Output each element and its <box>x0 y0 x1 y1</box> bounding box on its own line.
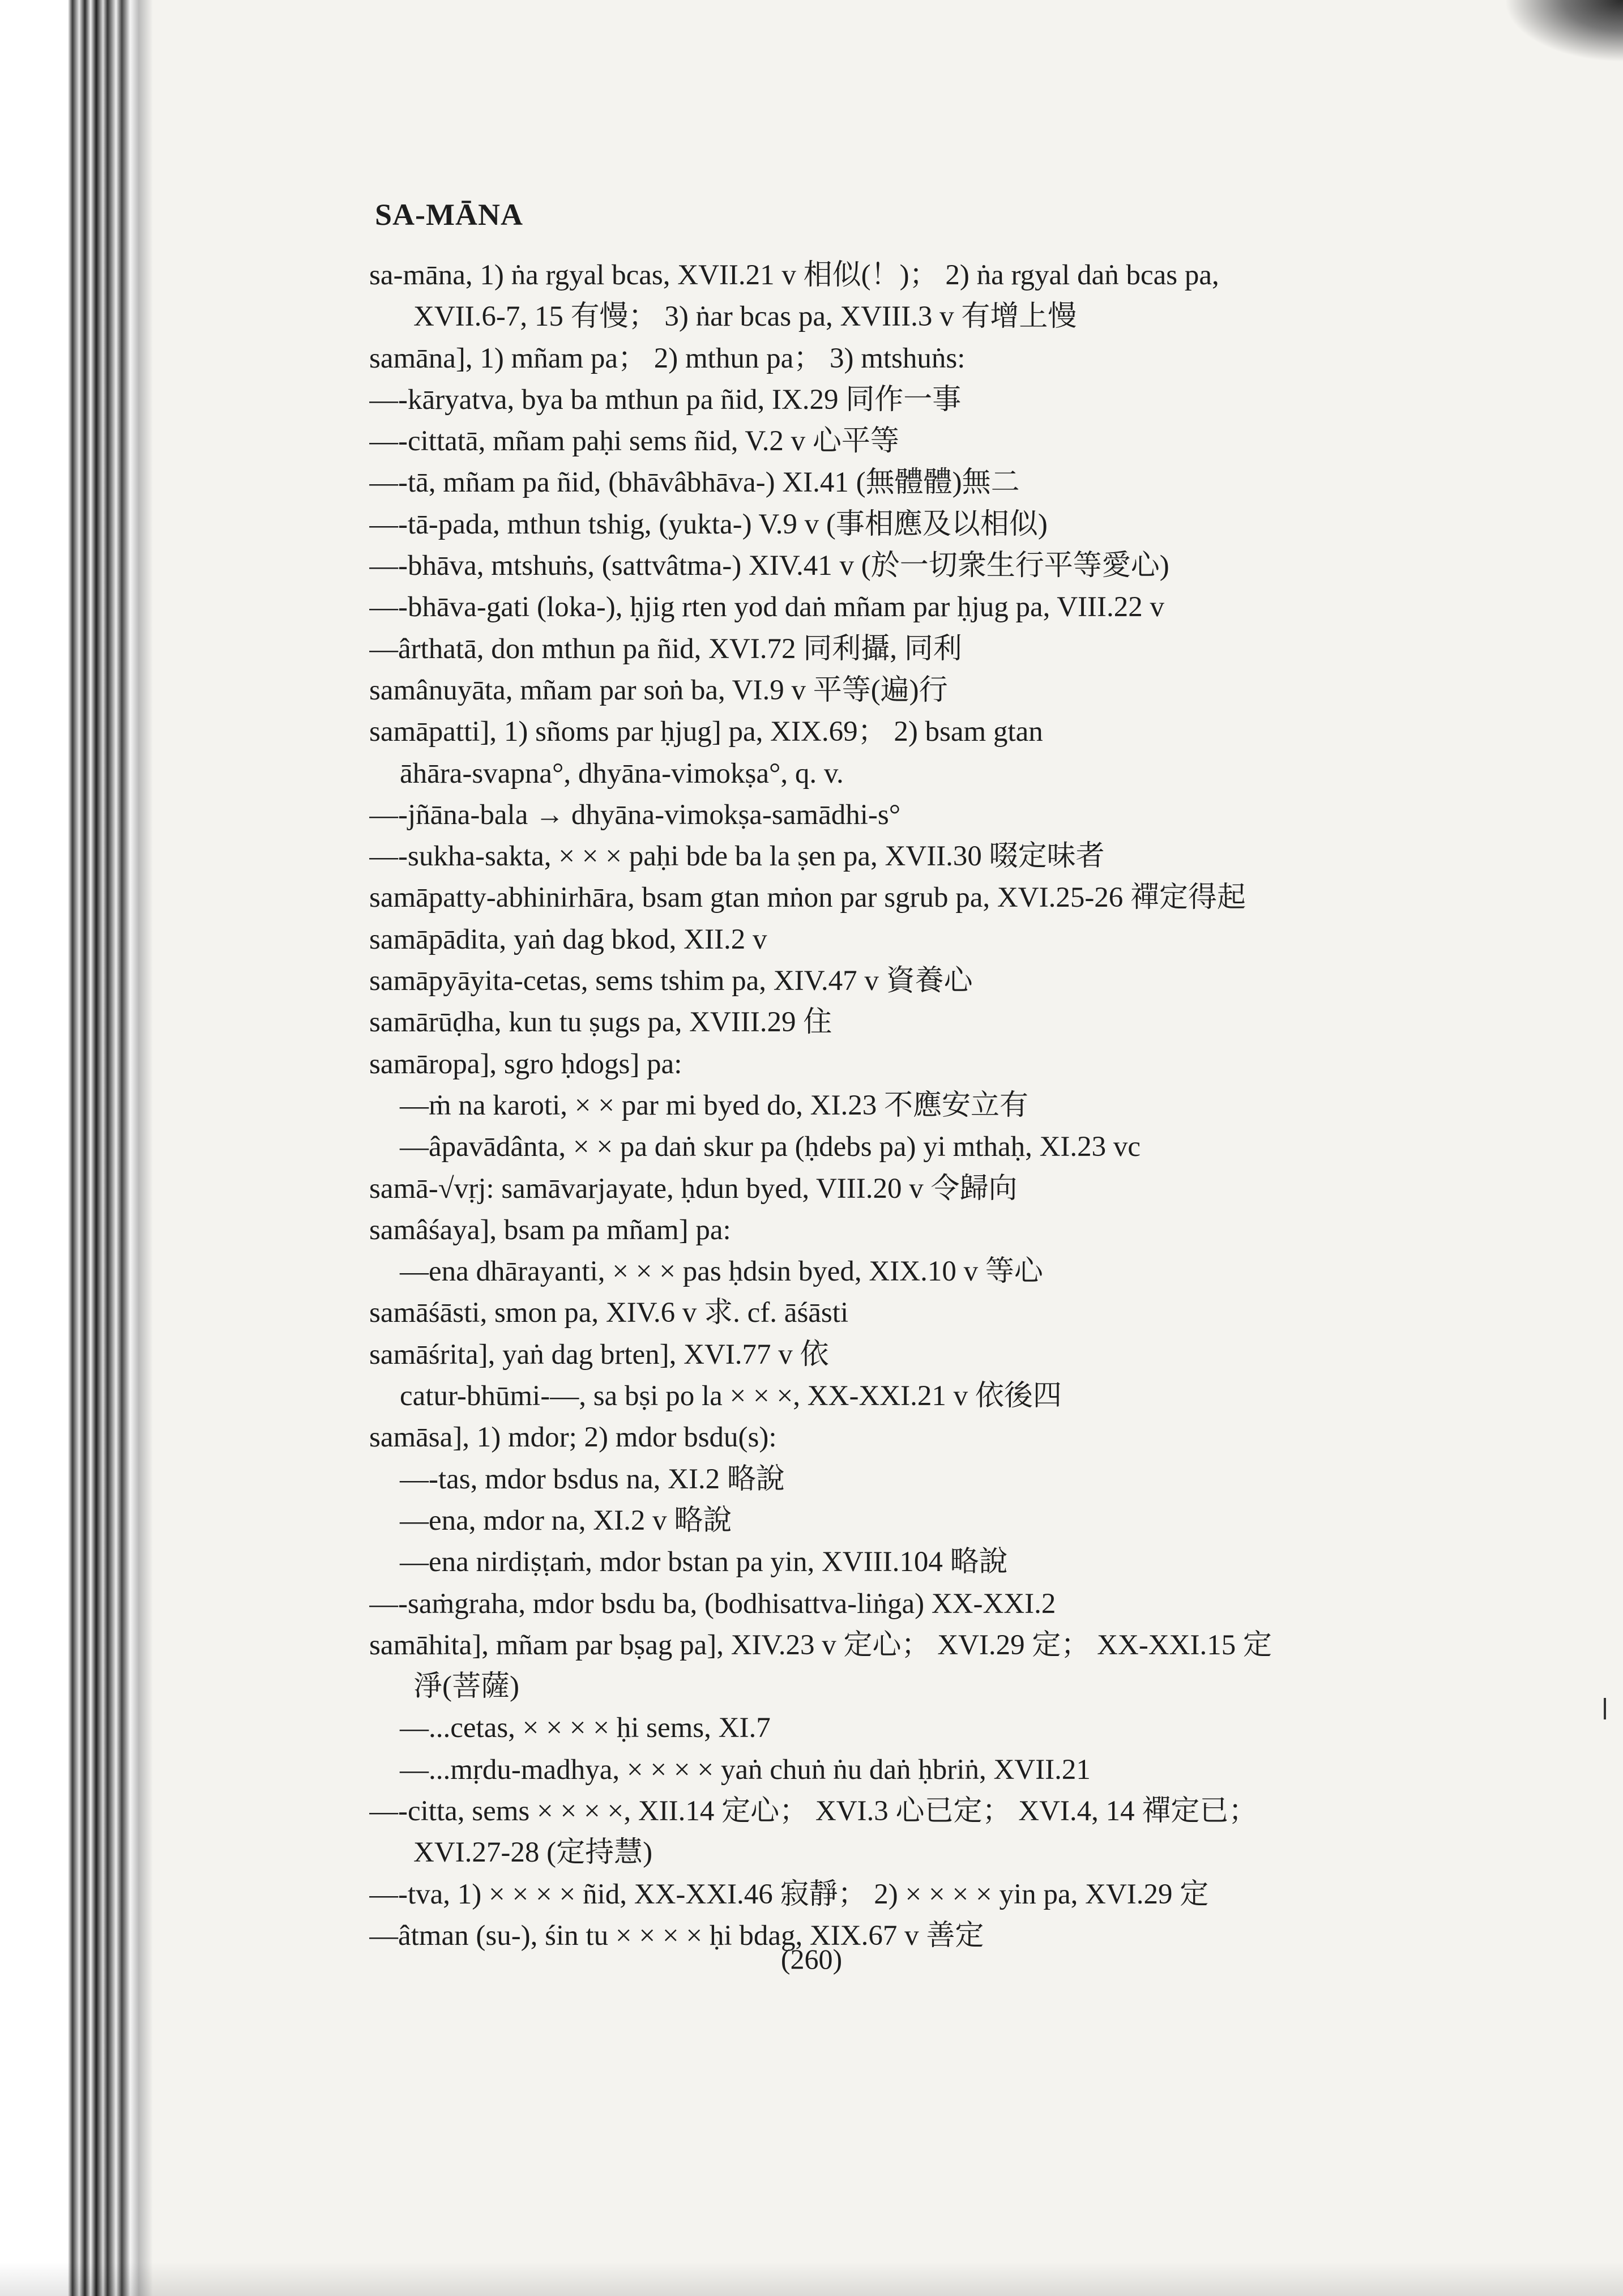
dictionary-entry-line: samā-√vṛj: samāvarjayate, ḥdun byed, VIII.20 v 令歸向 <box>369 1172 1018 1205</box>
dictionary-entry-line: samāna], 1) mñam pa； 2) mthun pa； 3) mtshuṅs: <box>369 342 966 374</box>
dictionary-entry-line: XVII.6-7, 15 有慢； 3) ṅar bcas pa, XVIII.3 v 有增上慢 <box>413 301 1077 333</box>
dictionary-entry-line: sa-māna, 1) ṅa rgyal bcas, XVII.21 v 相似(！)； 2) ṅa rgyal daṅ bcas pa, <box>369 259 1219 291</box>
dictionary-entry-line: samāśāsti, smon pa, XIV.6 v 求. cf. āśāsti <box>369 1297 849 1329</box>
dictionary-entry-line: samāpatty-abhinirhāra, bsam gtan mṅon par sgrub pa, XVI.25-26 禪定得起 <box>369 882 1246 914</box>
dictionary-entry-line: —-tā, mñam pa ñid, (bhāvâbhāva-) XI.41 (無體體)無二 <box>369 467 1020 499</box>
dictionary-entry-line: —-sukha-sakta, × × × paḥi bde ba la ṣen pa, XVII.30 啜定味者 <box>369 840 1105 873</box>
dictionary-entry-line: —ena nirdiṣṭaṁ, mdor bstan pa yin, XVIII.104 略說 <box>400 1546 1008 1578</box>
dictionary-entry-line: —ena dhārayanti, × × × pas ḥdsin byed, XIX.10 v 等心 <box>400 1256 1043 1288</box>
dictionary-entry-line: catur-bhūmi-—, sa bṣi po la × × ×, XX-XXI.21 v 依後四 <box>400 1380 1062 1412</box>
dictionary-entry-line: āhāra-svapna°, dhyāna-vimokṣa°, q. v. <box>400 757 844 789</box>
dictionary-entry-line: XVI.27-28 (定持慧) <box>413 1837 653 1869</box>
dictionary-entry-line: —-tas, mdor bsdus na, XI.2 略說 <box>400 1463 785 1495</box>
dictionary-entry-line: samâśaya], bsam pa mñam] pa: <box>369 1214 731 1246</box>
dictionary-entry-line: —-kāryatva, bya ba mthun pa ñid, IX.29 同作一事 <box>369 383 962 416</box>
dictionary-entry-line: —-tva, 1) × × × × ñid, XX-XXI.46 寂靜； 2) × × × × yin pa, XVI.29 定 <box>369 1878 1209 1910</box>
dictionary-entry-line: —-tā-pada, mthun tshig, (yukta-) V.9 v (事相應及以相似) <box>369 508 1048 540</box>
dictionary-entry-line: samânuyāta, mñam par soṅ ba, VI.9 v 平等(遍)行 <box>369 674 948 706</box>
dictionary-entry-line: samāsa], 1) mdor; 2) mdor bsdu(s): <box>369 1422 777 1454</box>
dictionary-entry-line: —-bhāva, mtshuṅs, (sattvâtma-) XIV.41 v (於一切衆生行平等愛心) <box>369 550 1169 582</box>
dictionary-entry-line: samāpādita, yaṅ dag bkod, XII.2 v <box>369 923 767 955</box>
dictionary-entry-line: —-jñāna-bala → dhyāna-vimokṣa-samādhi-s° <box>369 799 901 831</box>
dictionary-entry-line: samāpatti], 1) sñoms par ḥjug] pa, XIX.69； 2) bsam gtan <box>369 716 1043 748</box>
dictionary-entry-line: samāpyāyita-cetas, sems tshim pa, XIV.47 v 資養心 <box>369 965 973 997</box>
dictionary-entry-line: —âpavādânta, × × pa daṅ skur pa (ḥdebs pa) yi mthaḥ, XI.23 vc <box>400 1131 1141 1163</box>
dictionary-entry-line: —-citta, sems × × × ×, XII.14 定心； XVI.3 心已定； XVI.4, 14 禪定已； <box>369 1795 1258 1827</box>
dictionary-entry-line: samāropa], sgro ḥdogs] pa: <box>369 1048 682 1080</box>
dictionary-entry-line: samāśrita], yaṅ dag brten], XVI.77 v 依 <box>369 1338 829 1371</box>
dictionary-entry-line: 淨(菩薩) <box>413 1671 519 1703</box>
dictionary-entry-line: —ârthatā, don mthun pa ñid, XVI.72 同利攝, 同利 <box>369 633 962 665</box>
dictionary-entry-line: samāhita], mñam par bṣag pa], XIV.23 v 定心； XVI.29 定； XX-XXI.15 定 <box>369 1629 1272 1661</box>
dictionary-entry-line: —...mṛdu-madhya, × × × × yaṅ chuṅ ṅu daṅ ḥbriṅ, XVII.21 <box>400 1753 1091 1786</box>
dictionary-entry-line: —âtman (su-), śin tu × × × × ḥi bdag, XIX.67 v 善定 <box>369 1919 984 1952</box>
dictionary-entry-line: samārūḍha, kun tu ṣugs pa, XVIII.29 住 <box>369 1006 832 1039</box>
dictionary-entry-line: —ṁ na karoti, × × par mi byed do, XI.23 不應安立有 <box>400 1089 1028 1121</box>
dictionary-entry-line: —-saṁgraha, mdor bsdu ba, (bodhisattva-liṅga) XX-XXI.2 <box>369 1587 1056 1620</box>
scan-bottom-shadow <box>0 2262 1623 2296</box>
page-heading: SA-MĀNA <box>375 198 523 232</box>
page-number: (260) <box>780 1943 843 1975</box>
dictionary-entry-line: —-bhāva-gati (loka-), ḥjig rten yod daṅ mñam par ḥjug pa, VIII.22 v <box>369 591 1164 624</box>
scan-edge-mark <box>1604 1698 1606 1719</box>
dictionary-entry-line: —...cetas, × × × × ḥi sems, XI.7 <box>400 1712 771 1744</box>
dictionary-entry-line: —ena, mdor na, XI.2 v 略說 <box>400 1504 732 1537</box>
scan-corner-shadow <box>1504 0 1623 62</box>
dictionary-entries <box>369 255 1473 1957</box>
dictionary-entry-line: —-cittatā, mñam paḥi sems ñid, V.2 v 心平等 <box>369 425 899 458</box>
